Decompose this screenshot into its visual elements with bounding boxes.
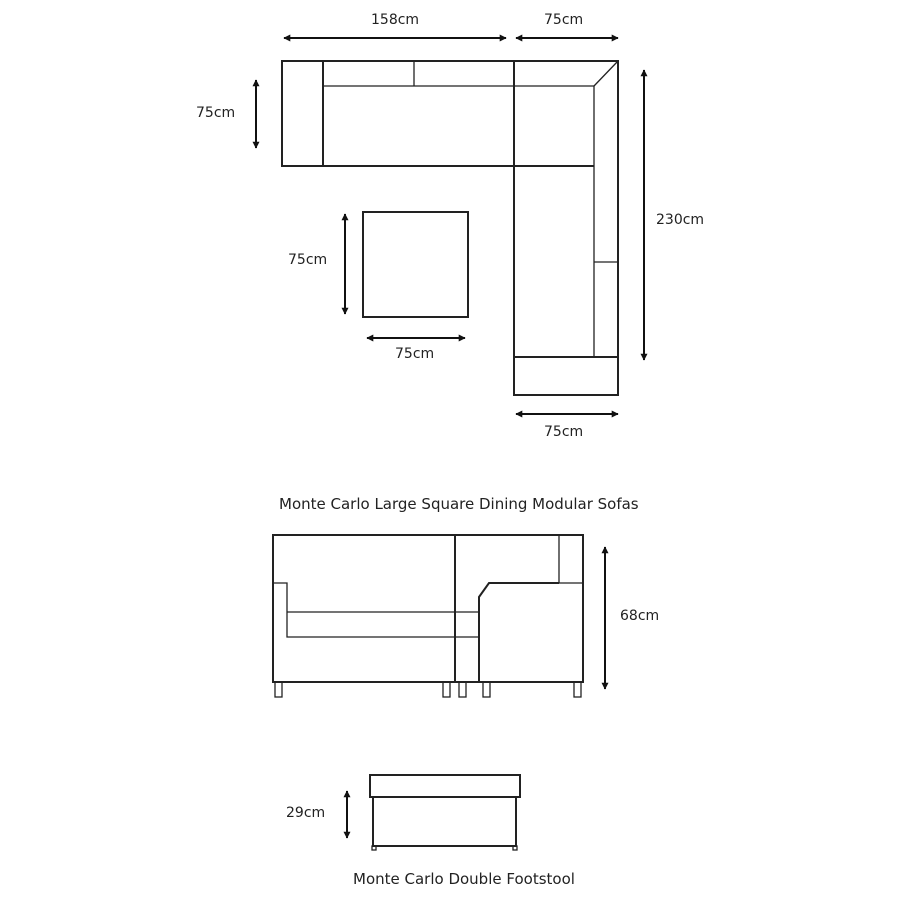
corner-diagonal xyxy=(594,61,618,86)
footstool-base xyxy=(373,797,516,846)
side-view xyxy=(273,535,605,697)
leg-5 xyxy=(574,682,581,697)
footstool-leg-right xyxy=(513,846,517,850)
caption-footstool: Monte Carlo Double Footstool xyxy=(353,870,575,888)
label-corner-width: 75cm xyxy=(544,12,584,28)
right-back-cushion xyxy=(559,535,583,583)
plan-view xyxy=(256,38,644,414)
caption-modular-sofas: Monte Carlo Large Square Dining Modular Sofas xyxy=(279,495,639,513)
label-sofa-width: 158cm xyxy=(371,12,420,28)
leg-4 xyxy=(483,682,490,697)
label-stool-width: 75cm xyxy=(395,346,435,362)
right-arm-outline xyxy=(479,583,559,682)
label-side-height: 68cm xyxy=(620,608,660,624)
leg-2 xyxy=(443,682,450,697)
label-stool-depth: 75cm xyxy=(288,252,328,268)
sofa-outline xyxy=(282,61,514,166)
stool-outline xyxy=(363,212,468,317)
left-seat-line xyxy=(273,583,455,637)
leg-1 xyxy=(275,682,282,697)
label-total-length: 230cm xyxy=(656,212,705,228)
side-outline xyxy=(273,535,583,682)
footstool-view xyxy=(347,775,520,850)
label-sofa-depth: 75cm xyxy=(196,105,236,121)
footstool-leg-left xyxy=(372,846,376,850)
label-chaise-width: 75cm xyxy=(544,424,584,440)
corner-chaise-outline xyxy=(514,61,618,395)
leg-3 xyxy=(459,682,466,697)
label-footstool-height: 29cm xyxy=(286,805,326,821)
footstool-cushion xyxy=(370,775,520,797)
